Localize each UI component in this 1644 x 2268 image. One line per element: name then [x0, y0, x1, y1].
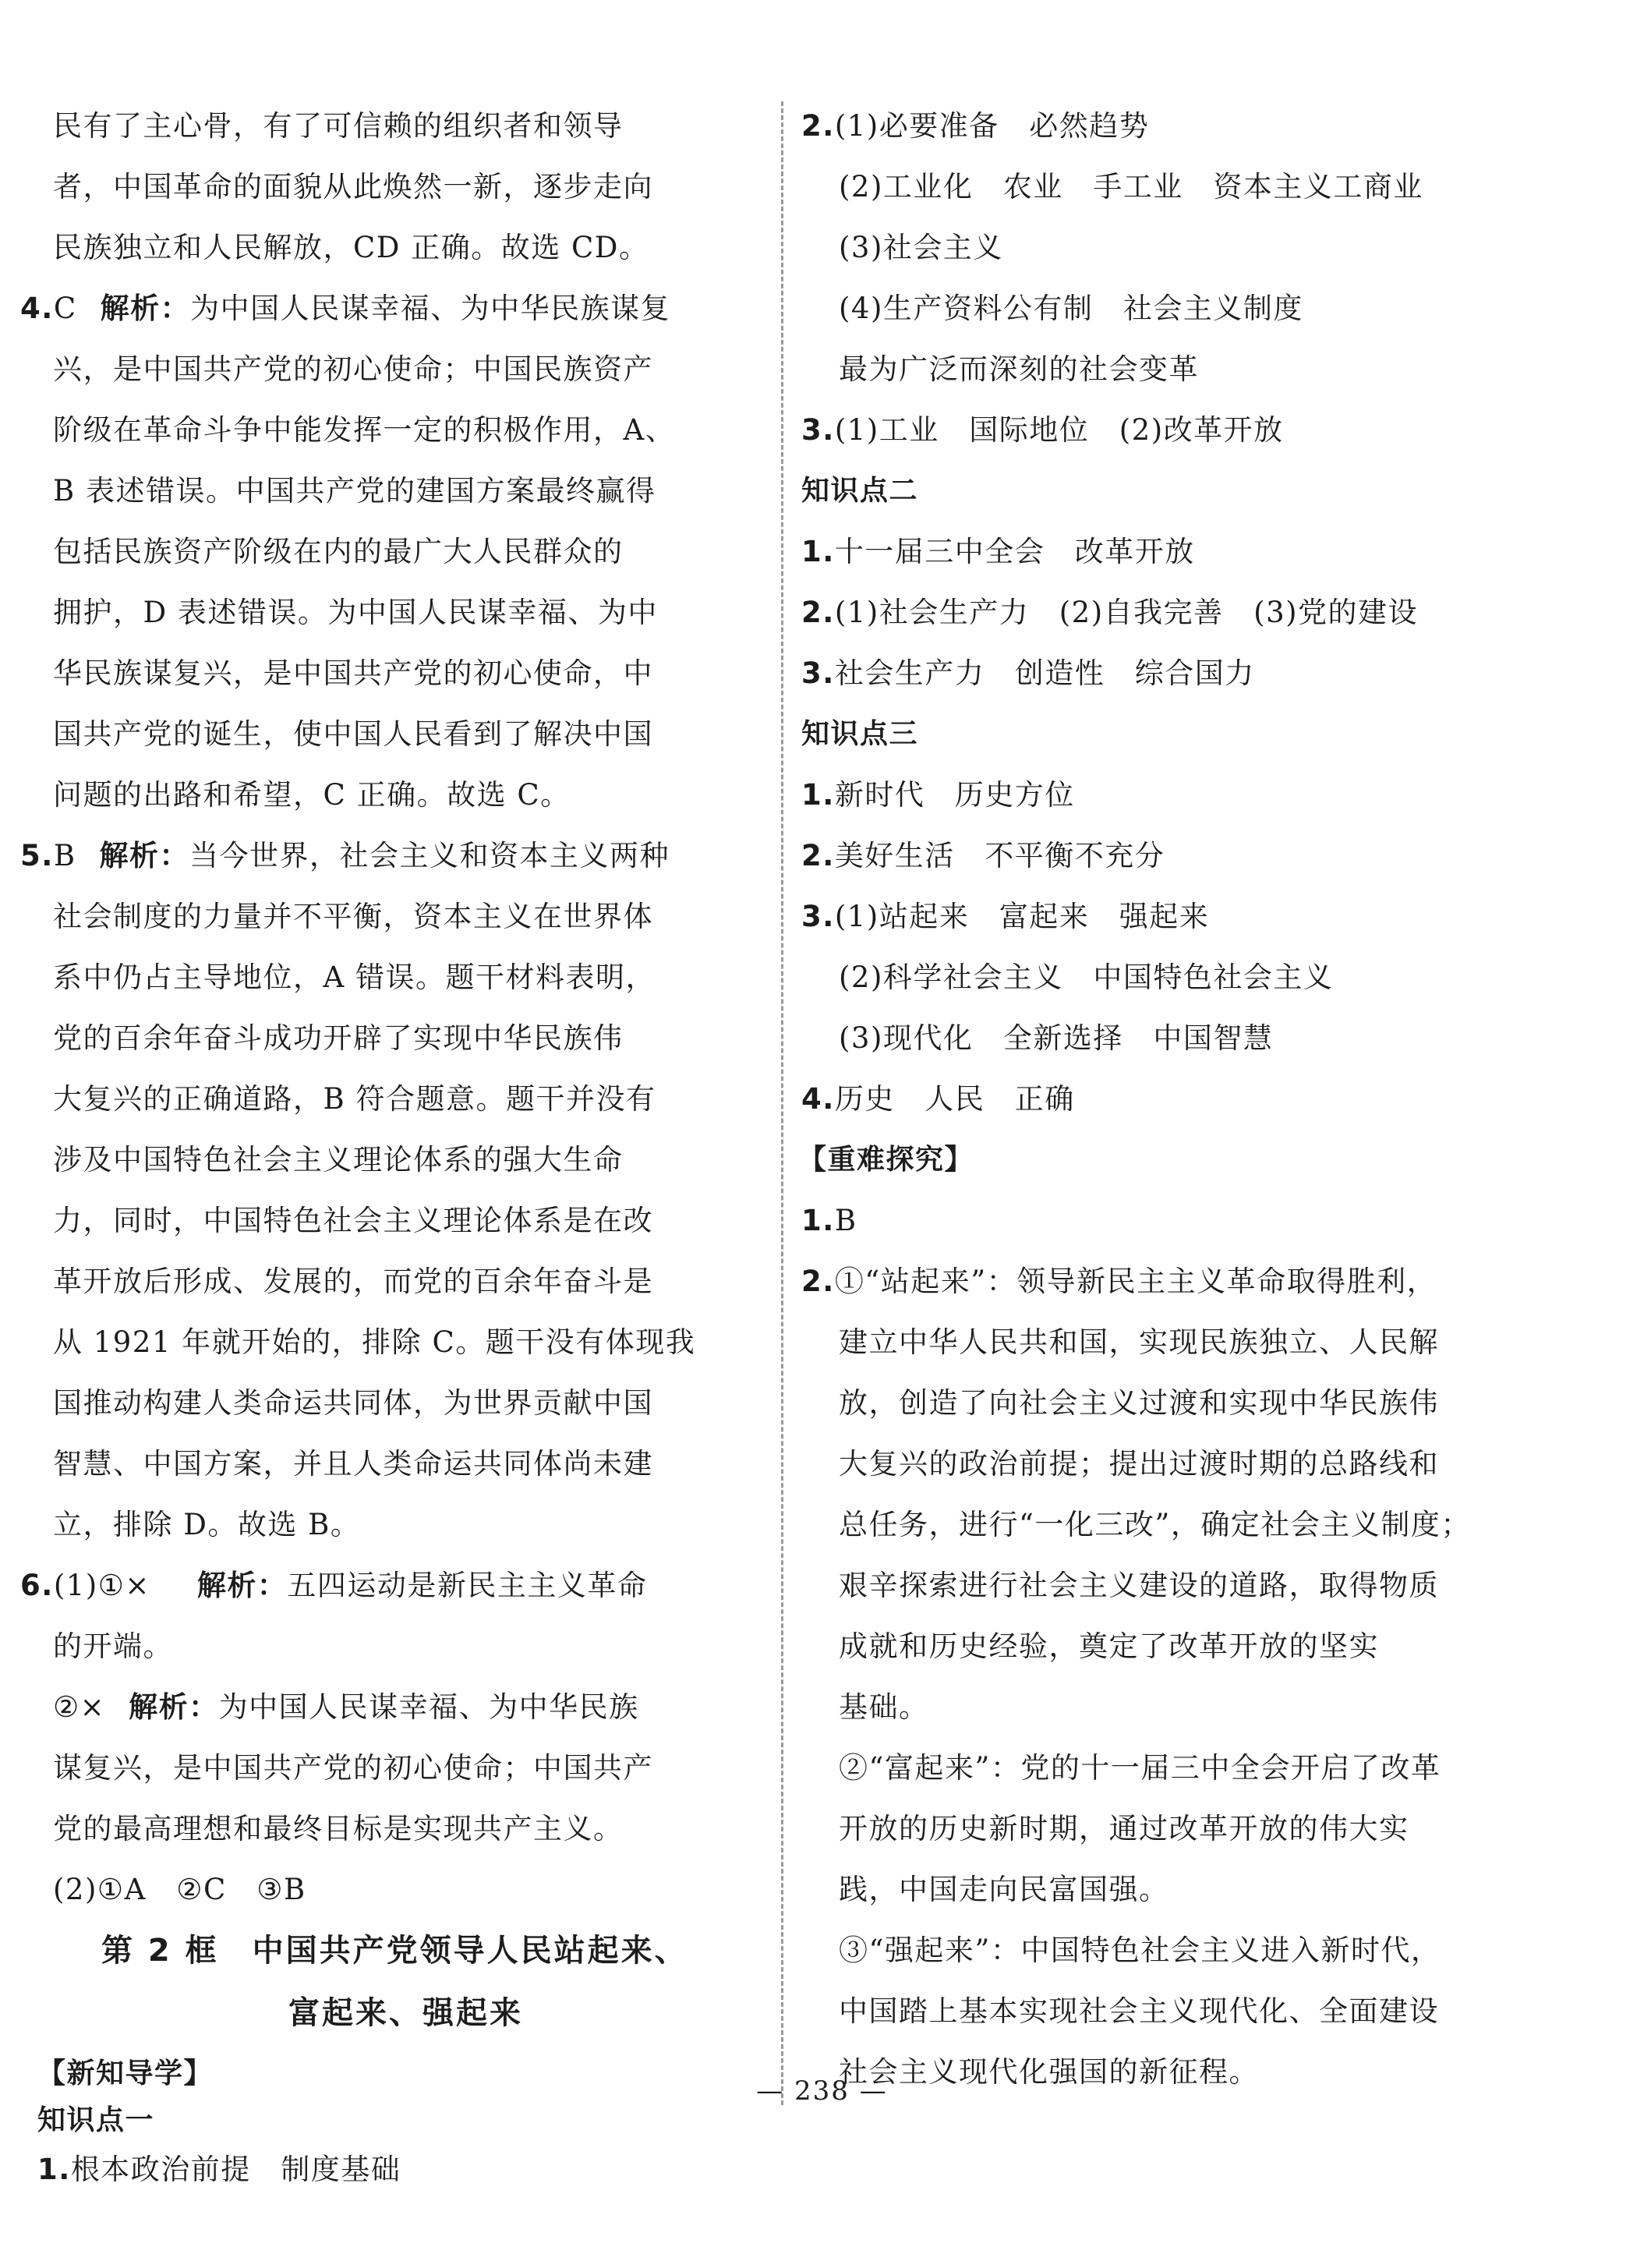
text-line: 涉及中国特色社会主义理论体系的强大生命: [53, 1143, 624, 1176]
kp-item: (2)科学社会主义 中国特色社会主义: [839, 961, 1334, 994]
text-line: 建立中华人民共和国，实现民族独立、人民解: [839, 1325, 1439, 1359]
text-line: 社会主义现代化强国的新征程。: [839, 2055, 1259, 2089]
kp-item: 最为广泛而深刻的社会变革: [839, 352, 1199, 386]
analysis-text: 当今世界，社会主义和资本主义两种: [189, 839, 670, 872]
text-line: 智慧、中国方案，并且人类命运共同体尚未建: [53, 1447, 653, 1481]
text-line: 谋复兴，是中国共产党的初心使命；中国共产: [53, 1751, 653, 1785]
item-text: 历史 人民 正确: [834, 1082, 1075, 1116]
page-number: — 238 —: [756, 2075, 888, 2107]
item-number: 1.: [37, 2153, 71, 2186]
kp-item: (3)现代化 全新选择 中国智慧: [839, 1021, 1274, 1055]
explore-item: [801, 1262, 1437, 1301]
text-line: 包括民族资产阶级在内的最广大人民群众的: [53, 535, 624, 568]
text-line: 从 1921 年就开始的，排除 C。题干没有体现我: [53, 1325, 696, 1359]
question-4: [20, 289, 670, 328]
knowledge-point-heading: 知识点二: [801, 475, 919, 507]
item-number: 2.: [801, 1265, 835, 1298]
text-line: 阶级在革命斗争中能发挥一定的积极作用，A、: [53, 413, 676, 447]
sub-answer-2: [53, 1688, 639, 1727]
sub-answer: (1)①×: [53, 1569, 150, 1602]
item-text: 社会生产力 创造性 综合国力: [834, 656, 1255, 690]
text-line: 革开放后形成、发展的，而党的百余年奋斗是: [53, 1265, 653, 1298]
question-6: [20, 1566, 647, 1605]
knowledge-point-heading: 知识点三: [801, 718, 919, 750]
kp-item: [801, 897, 1209, 936]
text-line: 大复兴的政治前提；提出过渡时期的总路线和: [839, 1447, 1439, 1481]
kp-item: [801, 107, 1149, 146]
analysis-label: 解析：: [100, 292, 191, 325]
text-line: 开放的历史新时期，通过改革开放的伟大实: [839, 1812, 1409, 1845]
kp-item: (2)工业化 农业 手工业 资本主义工商业: [839, 170, 1423, 203]
text-line: 国推动构建人类命运共同体，为世界贡献中国: [53, 1386, 653, 1420]
text-line: 成就和历史经验，奠定了改革开放的坚实: [839, 1629, 1379, 1663]
text-line: 华民族谋复兴，是中国共产党的初心使命，中: [53, 656, 653, 690]
text-line: 立，排除 D。故选 B。: [53, 1508, 361, 1541]
section-title-cont: 富起来、强起来: [288, 1995, 523, 2031]
text-line: 中国踏上基本实现社会主义现代化、全面建设: [839, 1994, 1439, 2028]
text-line: 践，中国走向民富国强。: [839, 1873, 1169, 1906]
text-line: 民族独立和人民解放，CD 正确。故选 CD。: [53, 231, 649, 264]
kp-item: (3)社会主义: [839, 231, 1003, 264]
item-text: (1)工业 国际地位 (2)改革开放: [834, 413, 1284, 447]
kp-item: [801, 411, 1284, 450]
text-line: 力，同时，中国特色社会主义理论体系是在改: [53, 1204, 653, 1237]
kp-item: [801, 654, 1255, 693]
text-line: 兴，是中国共产党的初心使命；中国民族资产: [53, 352, 653, 386]
section-heading: 【重难探究】: [798, 1144, 974, 1176]
text-line: 艰辛探索进行社会主义建设的道路，取得物质: [839, 1569, 1439, 1602]
text-line: B 表述错误。中国共产党的建国方案最终赢得: [53, 474, 656, 508]
item-number: 4.: [801, 1082, 835, 1116]
question-number: 5.: [20, 839, 54, 872]
item-text: (1)必要准备 必然趋势: [834, 109, 1150, 143]
text-line: 基础。: [839, 1690, 929, 1724]
text-line: ②“富起来”：党的十一届三中全会开启了改革: [839, 1751, 1441, 1785]
text-line: ③“强起来”：中国特色社会主义进入新时代，: [839, 1934, 1441, 1967]
text-line: 国共产党的诞生，使中国人民看到了解决中国: [53, 717, 653, 751]
sub-answer-3: (2)①A ②C ③B: [53, 1873, 306, 1906]
analysis-text: 为中国人民谋幸福、为中华民族: [218, 1690, 639, 1724]
item-number: 1.: [801, 535, 835, 568]
text-line: 者，中国革命的面貌从此焕然一新，逐步走向: [53, 170, 653, 203]
answer-letter: C: [53, 292, 77, 325]
item-number: 3.: [801, 900, 835, 933]
kp-item: [37, 2150, 401, 2189]
knowledge-point-heading: 知识点一: [37, 2104, 155, 2136]
kp-item: (4)生产资料公有制 社会主义制度: [839, 292, 1303, 325]
item-text: ①“站起来”：领导新民主主义革命取得胜利，: [834, 1265, 1437, 1298]
kp-item: [801, 593, 1418, 632]
text-line: 问题的出路和希望，C 正确。故选 C。: [53, 778, 571, 812]
analysis-text: 五四运动是新民主主义革命: [287, 1569, 648, 1602]
text-line: 社会制度的力量并不平衡，资本主义在世界体: [53, 900, 653, 933]
item-text: (1)站起来 富起来 强起来: [834, 900, 1210, 933]
item-number: 3.: [801, 413, 835, 447]
item-text: 十一届三中全会 改革开放: [834, 535, 1195, 568]
question-number: 4.: [20, 292, 54, 325]
item-number: 2.: [801, 109, 835, 143]
question-number: 6.: [20, 1569, 54, 1602]
analysis-label: 解析：: [196, 1569, 288, 1602]
item-number: 3.: [801, 656, 835, 690]
text-line: 系中仍占主导地位，A 错误。题干材料表明，: [53, 961, 656, 994]
text-line: 的开端。: [53, 1629, 173, 1663]
item-number: 2.: [801, 596, 835, 629]
text-line: 党的最高理想和最终目标是实现共产主义。: [53, 1812, 624, 1845]
text-line: 党的百余年奋斗成功开辟了实现中华民族伟: [53, 1021, 624, 1055]
item-text: 新时代 历史方位: [834, 778, 1075, 812]
item-text: B: [834, 1204, 857, 1237]
kp-item: [801, 776, 1075, 815]
kp-item: [801, 837, 1165, 876]
item-text: 根本政治前提 制度基础: [70, 2153, 401, 2186]
sub-answer: ②×: [53, 1690, 106, 1724]
kp-item: [801, 533, 1195, 571]
explore-item: [801, 1201, 857, 1240]
text-line: 拥护，D 表述错误。为中国人民谋幸福、为中: [53, 596, 658, 629]
item-text: 美好生活 不平衡不充分: [834, 839, 1165, 872]
analysis-label: 解析：: [129, 1690, 219, 1724]
text-line: 民有了主心骨，有了可信赖的组织者和领导: [53, 109, 624, 143]
analysis-label: 解析：: [99, 839, 190, 872]
section-title: 第 2 框 中国共产党领导人民站起来、: [101, 1933, 688, 1969]
item-text: (1)社会生产力 (2)自我完善 (3)党的建设: [834, 596, 1419, 629]
text-line: 放，创造了向社会主义过渡和实现中华民族伟: [839, 1386, 1439, 1420]
kp-item: [801, 1080, 1075, 1119]
answer-letter: B: [53, 839, 76, 872]
text-line: 总任务，进行“一化三改”，确定社会主义制度；: [839, 1508, 1471, 1541]
column-divider: [781, 101, 783, 2105]
text-line: 大复兴的正确道路，B 符合题意。题干并没有: [53, 1082, 656, 1116]
item-number: 1.: [801, 778, 835, 812]
section-heading: 【新知导学】: [37, 2057, 214, 2089]
question-5: [20, 837, 670, 876]
item-number: 2.: [801, 839, 835, 872]
item-number: 1.: [801, 1204, 835, 1237]
analysis-text: 为中国人民谋幸福、为中华民族谋复: [190, 292, 671, 325]
